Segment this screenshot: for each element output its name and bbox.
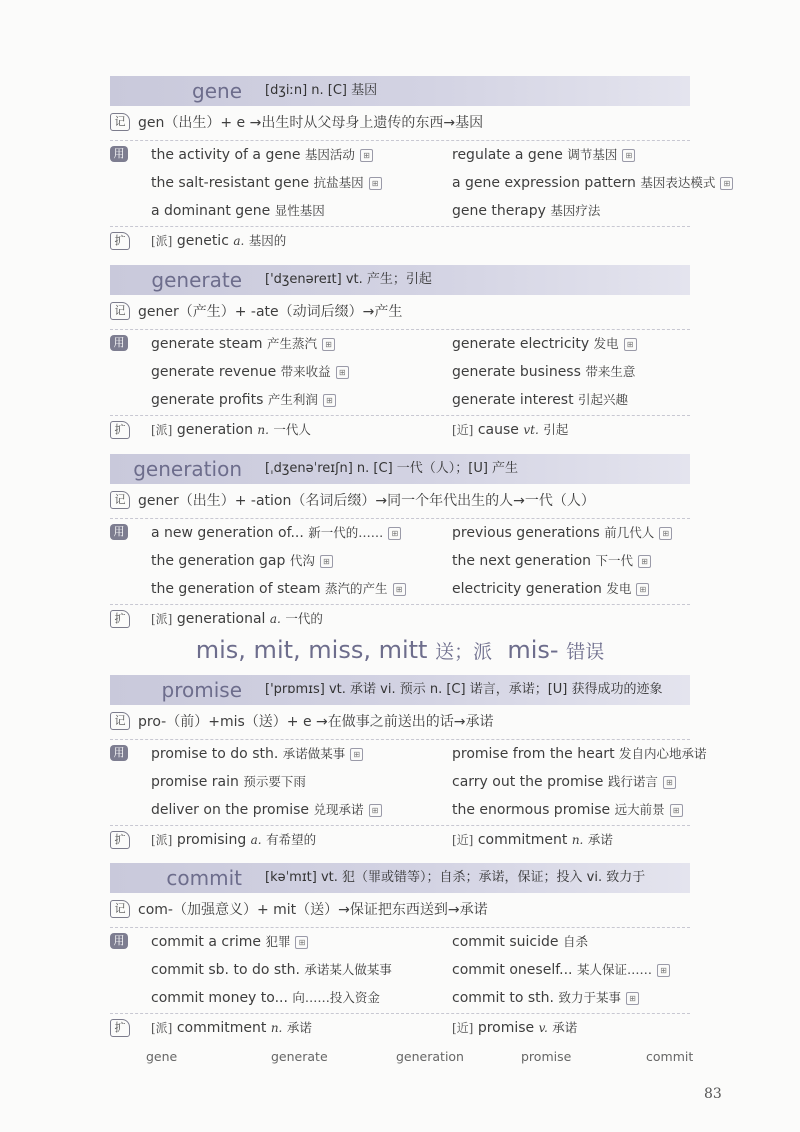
audio-icon: ⊞ xyxy=(350,748,363,761)
root-section-title xyxy=(0,636,800,664)
definition: ['prɒmɪs] vt. 承诺 vi. 预示 n. [C] 诺言，承诺；[U] 获得成功的迹象 xyxy=(265,682,663,697)
usage-phrase: commit suicide 自杀 xyxy=(452,934,588,950)
entry-generation xyxy=(110,454,690,627)
usage-phrase: commit a crime 犯罪 ⊞ xyxy=(151,932,308,952)
headword: commit xyxy=(166,866,242,890)
extend-icon: 扩 xyxy=(110,610,130,628)
usage-phrase: commit to sth. 致力于某事 ⊞ xyxy=(452,988,639,1008)
definition: [dʒiːn] n. [C] 基因 xyxy=(265,83,378,98)
audio-icon: ⊞ xyxy=(663,776,676,789)
mnemonic-icon: 记 xyxy=(110,113,130,131)
mnemonic-icon: 记 xyxy=(110,491,130,509)
audio-icon: ⊞ xyxy=(336,366,349,379)
usage-phrase: previous generations 前几代人 ⊞ xyxy=(452,523,672,543)
derived-word: [派] commitment n. 承诺 xyxy=(151,1020,312,1036)
usage-phrase: promise from the heart 发自内心地承诺 xyxy=(452,746,707,762)
usage-phrase: regulate a gene 调节基因 ⊞ xyxy=(452,145,635,165)
audio-icon: ⊞ xyxy=(393,583,406,596)
definition: [kəˈmɪt] vt. 犯（罪或错等）；自杀；承诺，保证；投入 vi. 致力于 xyxy=(265,870,646,885)
entry-gene xyxy=(110,76,731,249)
mnemonic-text: com-（加强意义）+ mit（送）→保证把东西送到→承诺 xyxy=(138,902,488,918)
usage-icon: 用 xyxy=(110,745,128,761)
audio-icon: ⊞ xyxy=(720,177,733,190)
audio-icon: ⊞ xyxy=(659,527,672,540)
headword-bar xyxy=(110,265,690,295)
footer-word: promise xyxy=(521,1049,572,1064)
headword: promise xyxy=(161,678,242,702)
usage-icon: 用 xyxy=(110,335,128,351)
audio-icon: ⊞ xyxy=(295,936,308,949)
headword-bar xyxy=(110,675,690,705)
usage-phrase: carry out the promise 践行诺言 ⊞ xyxy=(452,772,676,792)
footer-word: generation xyxy=(396,1049,464,1064)
audio-icon: ⊞ xyxy=(369,804,382,817)
prefix-meaning: 错误 xyxy=(566,641,605,663)
audio-icon: ⊞ xyxy=(323,394,336,407)
usage-phrase: a new generation of... 新一代的…… ⊞ xyxy=(151,523,401,543)
usage-phrase: the salt-resistant gene 抗盐基因 ⊞ xyxy=(151,173,382,193)
extend-icon: 扩 xyxy=(110,831,130,849)
definition: [ˌdʒenəˈreɪʃn] n. [C] 一代（人）；[U] 产生 xyxy=(265,461,519,476)
usage-phrase: generate interest 引起兴趣 xyxy=(452,392,629,408)
mnemonic-text: pro-（前）+mis（送）+ e →在做事之前送出的话→承诺 xyxy=(138,714,494,730)
mnemonic-text: gener（出生）+ -ation（名词后缀）→同一个年代出生的人→一代（人） xyxy=(138,493,595,509)
audio-icon: ⊞ xyxy=(322,338,335,351)
mnemonic-icon: 记 xyxy=(110,900,130,918)
root-list: mis, mit, miss, mitt xyxy=(195,636,428,664)
entry-commit xyxy=(110,863,690,1036)
extend-icon: 扩 xyxy=(110,232,130,250)
mnemonic-icon: 记 xyxy=(110,712,130,730)
audio-icon: ⊞ xyxy=(670,804,683,817)
headword: generation xyxy=(133,457,242,481)
synonym-word: [近] cause vt. 引起 xyxy=(452,422,569,438)
usage-phrase: a gene expression pattern 基因表达模式 ⊞ xyxy=(452,173,733,193)
audio-icon: ⊞ xyxy=(624,338,637,351)
usage-phrase: generate business 带来生意 xyxy=(452,364,636,380)
audio-icon: ⊞ xyxy=(622,149,635,162)
entry-generate xyxy=(110,265,690,438)
audio-icon: ⊞ xyxy=(369,177,382,190)
usage-icon: 用 xyxy=(110,146,128,162)
usage-phrase: commit sb. to do sth. 承诺某人做某事 xyxy=(151,962,392,978)
audio-icon: ⊞ xyxy=(360,149,373,162)
extend-icon: 扩 xyxy=(110,421,130,439)
usage-icon: 用 xyxy=(110,933,128,949)
audio-icon: ⊞ xyxy=(657,964,670,977)
footer-word-list xyxy=(110,1049,694,1069)
mnemonic-icon: 记 xyxy=(110,302,130,320)
usage-phrase: promise to do sth. 承诺做某事 ⊞ xyxy=(151,744,363,764)
derived-word: [派] generational a. 一代的 xyxy=(151,611,323,627)
derived-word: [派] genetic a. 基因的 xyxy=(151,233,287,249)
synonym-word: [近] commitment n. 承诺 xyxy=(452,832,613,848)
usage-phrase: the next generation 下一代 ⊞ xyxy=(452,551,651,571)
audio-icon: ⊞ xyxy=(388,527,401,540)
usage-phrase: the generation of steam 蒸汽的产生 ⊞ xyxy=(151,579,406,599)
audio-icon: ⊞ xyxy=(320,555,333,568)
usage-phrase: commit oneself... 某人保证…… ⊞ xyxy=(452,960,670,980)
synonym-word: [近] promise v. 承诺 xyxy=(452,1020,578,1036)
usage-phrase: generate steam 产生蒸汽 ⊞ xyxy=(151,334,335,354)
footer-word: generate xyxy=(271,1049,328,1064)
derived-word: [派] generation n. 一代人 xyxy=(151,422,311,438)
footer-word: commit xyxy=(646,1049,694,1064)
derived-word: [派] promising a. 有希望的 xyxy=(151,832,317,848)
usage-phrase: generate profits 产生利润 ⊞ xyxy=(151,390,336,410)
audio-icon: ⊞ xyxy=(626,992,639,1005)
headword: generate xyxy=(151,268,242,292)
usage-phrase: a dominant gene 显性基因 xyxy=(151,203,325,219)
entry-promise xyxy=(110,675,707,848)
headword-bar xyxy=(110,76,690,106)
headword-bar xyxy=(110,863,690,893)
usage-phrase: promise rain 预示要下雨 xyxy=(151,774,306,790)
root-meaning: 送；派 xyxy=(435,641,493,663)
usage-phrase: the generation gap 代沟 ⊞ xyxy=(151,551,333,571)
definition: ['dʒenəreɪt] vt. 产生；引起 xyxy=(265,272,432,287)
audio-icon: ⊞ xyxy=(638,555,651,568)
footer-word: gene xyxy=(146,1049,178,1064)
usage-icon: 用 xyxy=(110,524,128,540)
usage-phrase: commit money to... 向……投入资金 xyxy=(151,990,380,1006)
headword-bar xyxy=(110,454,690,484)
usage-phrase: the activity of a gene 基因活动 ⊞ xyxy=(151,145,373,165)
usage-phrase: generate revenue 带来收益 ⊞ xyxy=(151,362,349,382)
usage-phrase: the enormous promise 远大前景 ⊞ xyxy=(452,800,683,820)
audio-icon: ⊞ xyxy=(636,583,649,596)
usage-phrase: deliver on the promise 兑现承诺 ⊞ xyxy=(151,800,382,820)
page-number: 83 xyxy=(704,1086,722,1102)
usage-phrase: electricity generation 发电 ⊞ xyxy=(452,579,649,599)
headword: gene xyxy=(192,79,242,103)
mnemonic-text: gen（出生）+ e →出生时从父母身上遗传的东西→基因 xyxy=(138,115,484,131)
extend-icon: 扩 xyxy=(110,1019,130,1037)
usage-phrase: generate electricity 发电 ⊞ xyxy=(452,334,637,354)
usage-phrase: gene therapy 基因疗法 xyxy=(452,203,601,219)
mnemonic-text: gener（产生）+ -ate（动词后缀）→产生 xyxy=(138,304,403,320)
prefix: mis- xyxy=(507,636,559,664)
